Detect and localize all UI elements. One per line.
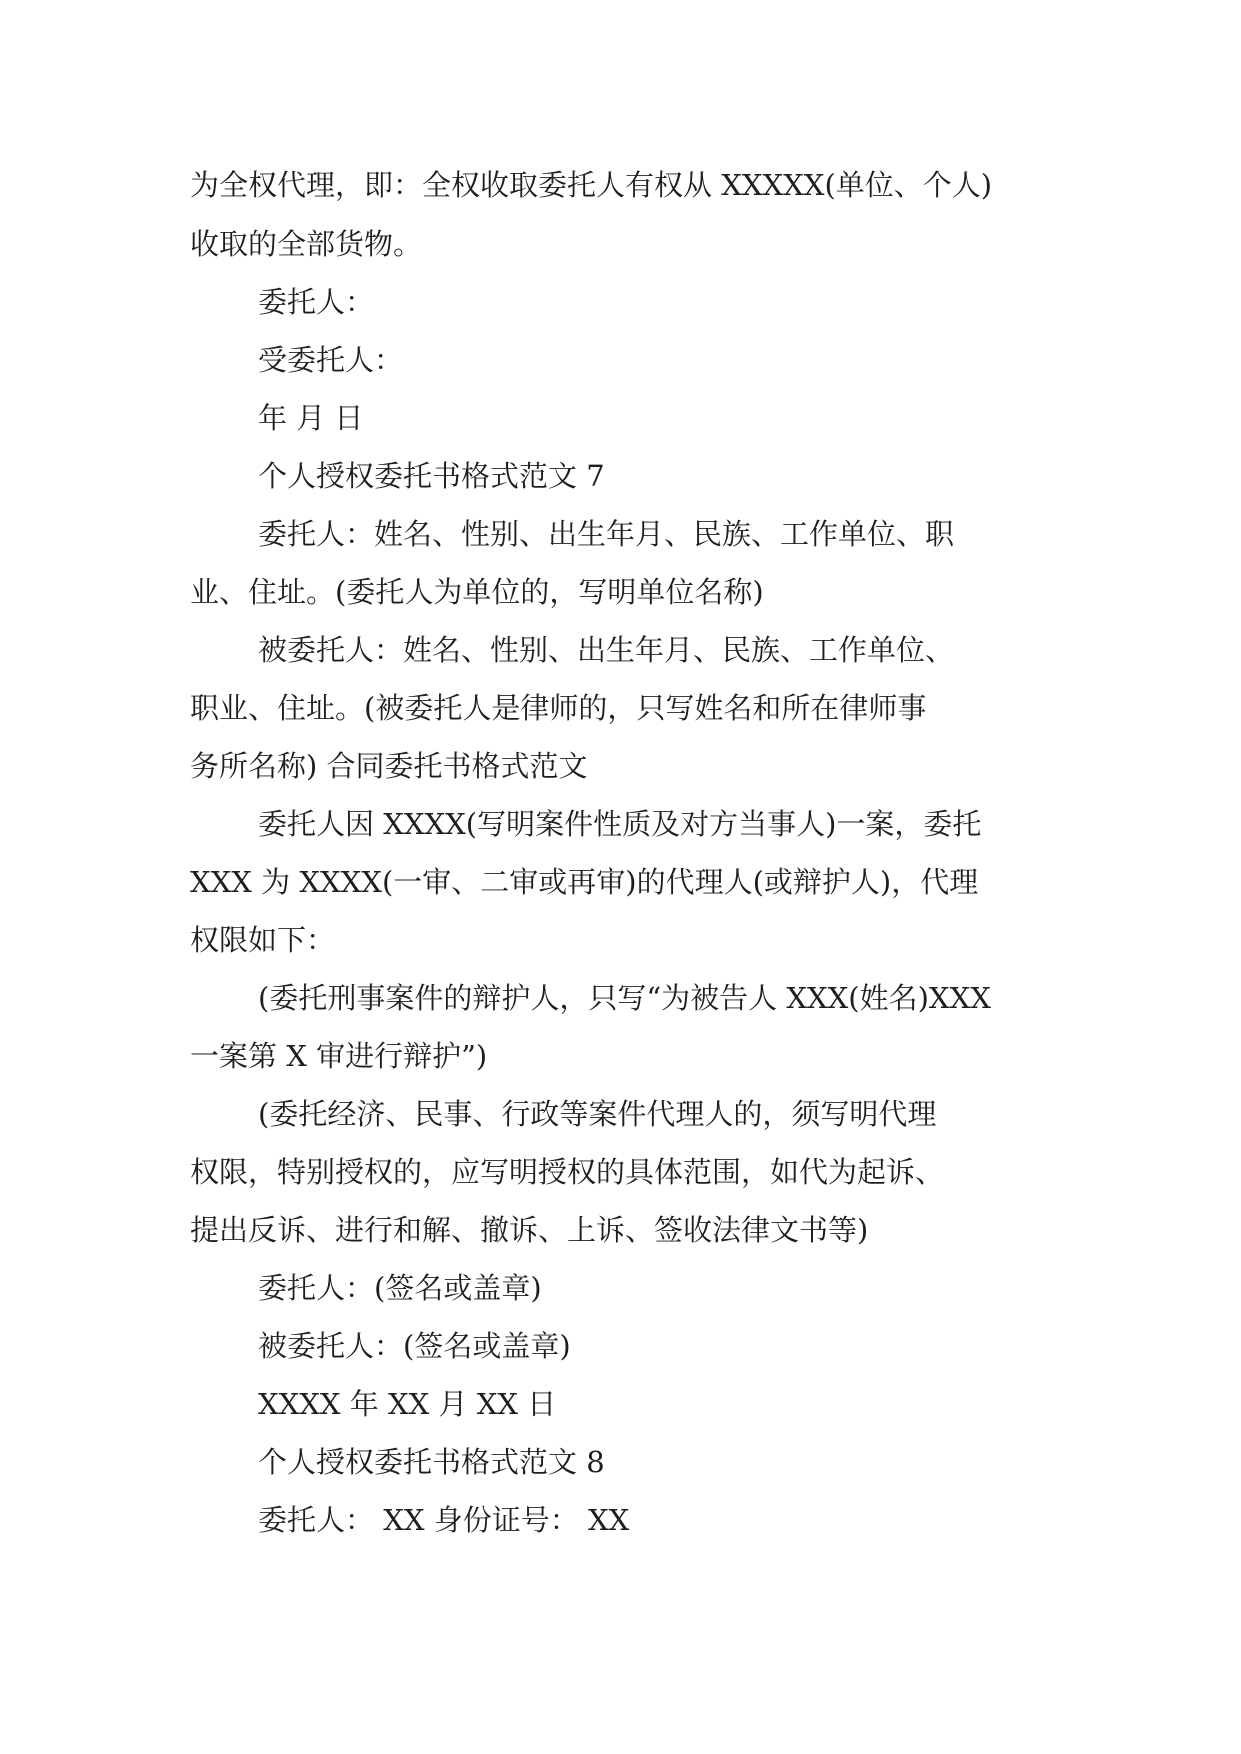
text-line: 权限如下： — [190, 923, 336, 957]
text-line: 委托人因 XXXX(写明案件性质及对方当事人)一案，委托 — [258, 807, 982, 841]
text-line: 提出反诉、进行和解、撤诉、上诉、签收法律文书等) — [190, 1213, 869, 1247]
text-line: 务所名称) 合同委托书格式范文 — [190, 749, 588, 783]
text-line: 被委托人：姓名、性别、出生年月、民族、工作单位、 — [258, 633, 955, 667]
text-line: XXX 为 XXXX(一审、二审或再审)的代理人(或辩护人)，代理 — [190, 865, 979, 899]
text-line: 职业、住址。(被委托人是律师的，只写姓名和所在律师事 — [190, 691, 927, 725]
text-line: 委托人：(签名或盖章) — [258, 1271, 542, 1305]
section-heading: 个人授权委托书格式范文 8 — [258, 1445, 605, 1479]
text-line: (委托刑事案件的辩护人，只写“为被告人 XXX(姓名)XXX — [258, 981, 991, 1015]
text-line: 收取的全部货物。 — [190, 227, 423, 261]
text-line: 被委托人：(签名或盖章) — [258, 1329, 571, 1363]
text-line: XXXX 年 XX 月 XX 日 — [258, 1387, 557, 1421]
text-line: 一案第 X 审进行辩护”) — [190, 1039, 488, 1073]
text-line: 为全权代理，即：全权收取委托人有权从 XXXXX(单位、个人) — [190, 168, 993, 202]
text-line: 受委托人： — [258, 343, 404, 377]
text-line: 权限，特别授权的，应写明授权的具体范围，如代为起诉、 — [190, 1155, 945, 1189]
text-line: 委托人： — [258, 285, 375, 319]
text-line: 委托人： XX 身份证号： XX — [258, 1503, 630, 1537]
section-heading: 个人授权委托书格式范文 7 — [258, 459, 605, 493]
text-line: (委托经济、民事、行政等案件代理人的，须写明代理 — [258, 1097, 937, 1131]
text-line: 年 月 日 — [258, 401, 364, 435]
text-line: 委托人：姓名、性别、出生年月、民族、工作单位、职 — [258, 517, 955, 551]
text-line: 业、住址。(委托人为单位的，写明单位名称) — [190, 575, 764, 609]
